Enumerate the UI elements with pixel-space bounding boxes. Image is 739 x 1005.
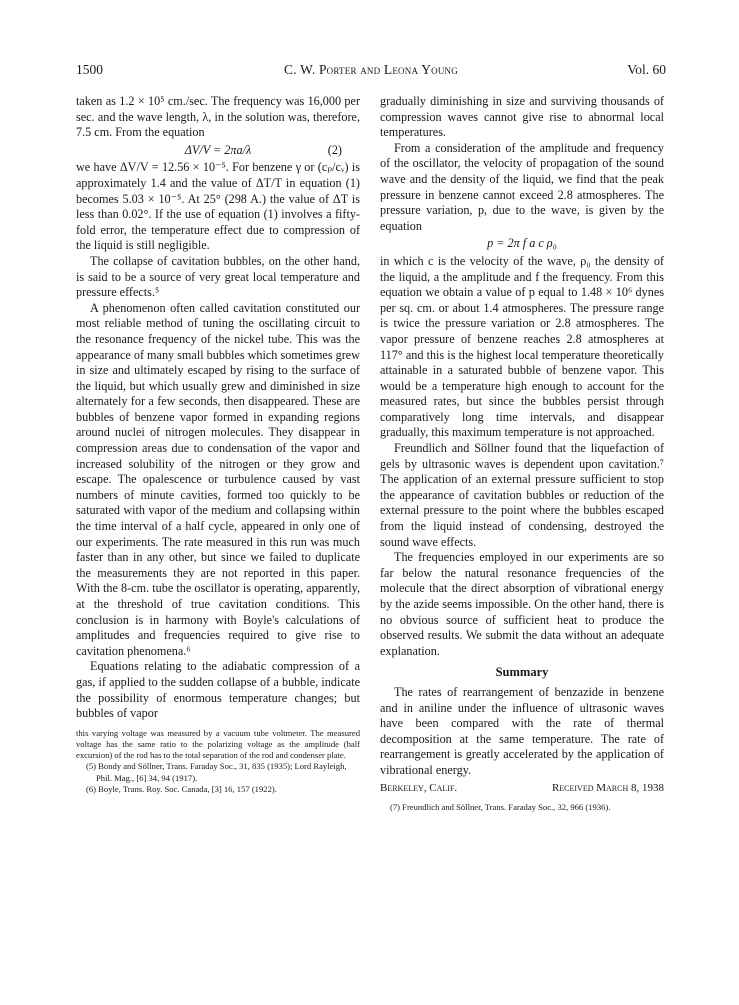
footnote-7: (7) Freundlich and Söllner, Trans. Faraday Soc., 32, 966 (1936). xyxy=(390,802,611,813)
received-date: Received March 8, 1938 xyxy=(551,781,664,794)
paragraph: Equations relating to the adiabatic compression of a gas, if applied to the sudden collapse of a bubble, indicate the possibility of enormous temperature changes; but bubbles of vapor xyxy=(76,659,360,721)
right-column xyxy=(380,94,664,813)
paragraph: From a consideration of the amplitude and frequency of the oscillator, the velocity of propagation of the sound wave and the density of the liquid, we find that the peak pressure in benzene cannot exceed 2.8 atmospheres. The pressure variation, p, due to the wave, is given by the equation xyxy=(380,140,664,233)
paragraph: taken as 1.2 × 10⁵ cm./sec. The frequency was 16,000 per sec. and the wave length, λ, in the solution was, therefore, 7.5 cm. From the equation xyxy=(76,94,360,140)
paragraph: Freundlich and Söllner found that the liquefaction of gels by ultrasonic waves is dependent upon cavitation.⁷ The application of an external pressure sufficient to stop the appearance of cavitation bubbles or reduction of the external pressure to the point where the bubbles escaped from the liquid instead of condensing, destroyed the sound wave effects. xyxy=(380,441,664,549)
summary-heading: Summary xyxy=(495,665,549,680)
signature-line xyxy=(380,781,664,797)
paragraph: The frequencies employed in our experiments are so far below the natural resonance frequencies of the molecule that the direct absorption of vibrational energy by the azide seems impossible. On the other hand, there is no obvious source of sufficient heat to produce the observed results. We submit the data without an adequate explanation. xyxy=(380,550,664,658)
paragraph: in which c is the velocity of the wave, ρ₀ the density of the liquid, a the amplitude and f the frequency. From this equation we obtain a value of p equal to 1.48 × 10⁶ dynes per sq. cm. or about 1.4 atmospheres. The pressure range is twice the pressure variation or 2.8 atmospheres. The vapor pressure of benzene reaches 2.8 atmospheres at 117° and this is the highest local temperature theoretically attainable in a saturated bubble of benzene vapor. This would be a temperature high enough to account for the measured rates, but since the bubbles persist through comparatively long time intervals, and disappear gradually, this maximum temperature is not approached. xyxy=(380,253,664,440)
affiliation: Berkeley, Calif. xyxy=(380,781,458,794)
volume-label: Vol. 60 xyxy=(627,62,666,77)
summary-paragraph: The rates of rearrangement of benzazide in benzene and in aniline under the influence of ultrasonic waves have been compared with the rate of thermal decomposition at the same temperature. The rate of rearrangement is greatly accelerated by the application of vibrational energy. xyxy=(380,684,664,777)
paragraph: gradually diminishing in size and surviving thousands of compression waves cannot give rise to abnormal local temperatures. xyxy=(380,94,664,140)
page-number: 1500 xyxy=(76,62,103,77)
running-authors: C. W. Porter and Leona Young xyxy=(284,62,458,77)
paragraph: we have ΔV/V = 12.56 × 10⁻⁵. For benzene γ or (cₚ/cᵥ) is approximately 1.4 and the value of ΔT/T in equation (1) becomes 5.03 × 10⁻⁵. At 25° (298 A.) the value of ΔT is less than 0.02°. If the use of equation (1) involves a fifty-fold error, the temperature effect due to compression of the liquid is still negligible. xyxy=(76,160,360,253)
footnote-6: (6) Boyle, Trans. Roy. Soc. Canada, [3] 16, 157 (1922). xyxy=(86,783,277,794)
paragraph: A phenomenon often called cavitation constituted our most reliable method of tuning the oscillating circuit to the resonance frequency of the nickel tube. This was the appearance of many small bubbles which sometimes grew in size and ultimately escaped by rising to the surface of the liquid, but which usually grew and diminished in size alternately for a few seconds, then disappeared. These are bubbles of benzene vapor formed in expanding regions around nuclei of nitrogen molecules. They disappear in compression areas due to condensation of the vapor and increased solubility of the nitrogen or they grow and escape. The opalescence or turbulence caused by vast numbers of minute cavities, formed too quickly to be saturated with vapor of the medium and collapsing within the time interval of a half cycle, appeared in only one of our experiments. The rate measured in this run was much faster than in any other, but since we failed to duplicate the measurements they are not reported in this paper. With the 8-cm. tube the oscillator is operating, apparently, at the threshold of true cavitation conditions. This conclusion is in harmony with Boyle's calculations of amplitudes and frequencies required to give rise to cavitation phenomena.⁶ xyxy=(76,300,360,658)
equation-number: (2) xyxy=(327,142,342,157)
pressure-equation: p = 2π f a c ρ₀ xyxy=(487,236,557,251)
running-header xyxy=(76,62,666,82)
paragraph: The collapse of cavitation bubbles, on the other hand, is said to be a source of very great local temperature and pressure effects.⁵ xyxy=(76,253,360,300)
footnote-continuation: this varying voltage was measured by a vacuum tube voltmeter. The measured voltage has the same ratio to the polarizing voltage as the amplitude (half excursion) of the rod has to the total separation of the rod and condenser plate. xyxy=(76,727,360,761)
equation-2 xyxy=(76,143,360,159)
equation-text: ΔV/V = 2πa/λ xyxy=(184,142,252,157)
left-column xyxy=(76,94,360,795)
footnote-5: (5) Bondy and Söllner, Trans. Faraday Soc., 31, 835 (1935); Lord Rayleigh, Phil. Mag., [6] 34, 94 (1917). xyxy=(86,761,347,783)
